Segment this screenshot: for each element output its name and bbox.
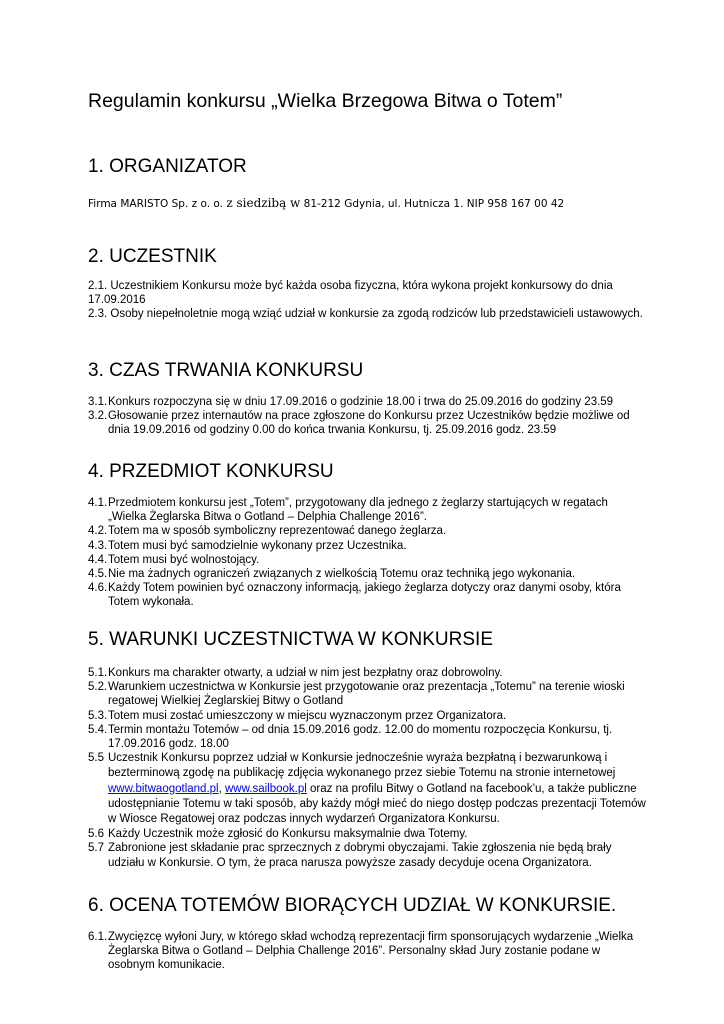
item-number: 5.2. bbox=[88, 681, 108, 694]
item-number: 6.1. bbox=[88, 931, 108, 943]
section-2-paragraph-1: 2.1. Uczestnikiem Konkursu może być każda osoba fizyczna, która wykona projekt konkursowy do dnia 17.09.2016 bbox=[88, 280, 613, 306]
section-6-heading: 6. OCENA TOTEMÓW BIORĄCYCH UDZIAŁ W KONKURSIE. bbox=[88, 895, 617, 916]
list-item bbox=[88, 409, 648, 437]
item-text: Termin montażu Totemów – od dnia 15.09.2016 godz. 12.00 do momentu rozpoczęcia Konkursu, tj. 17.09.2016 godz. 18.00 bbox=[108, 723, 613, 751]
organizer-line bbox=[88, 196, 564, 211]
organizer-text-c: 81-212 Gdynia, ul. Hutnicza 1. NIP 958 167 00 42 bbox=[300, 198, 565, 210]
section-3-heading: 3. CZAS TRWANIA KONKURSU bbox=[88, 360, 364, 381]
list-item bbox=[88, 680, 648, 708]
item-text: Totem musi być samodzielnie wykonany przez Uczestnika. bbox=[108, 539, 407, 552]
item-number: 5.7 bbox=[88, 842, 104, 855]
item-text: Zwycięzcę wyłoni Jury, w którego skład wchodzą reprezentacji firm sponsorujących wydarzenie „Wielka Żeglarska Bitwa o Gotland – Delphia Challenge 2016”. Personalny skład Jury zostanie podane w osobnym komunikacie. bbox=[108, 931, 634, 972]
section-1-heading: 1. ORGANIZATOR bbox=[88, 156, 247, 177]
item-text: Każdy Totem powinien być oznaczony informacją, jakiego żeglarza dotyczy oraz danymi osoby, która Totem wykonała. bbox=[108, 582, 621, 609]
list-item bbox=[88, 539, 648, 553]
section-5-list bbox=[88, 666, 648, 870]
list-item bbox=[88, 827, 648, 841]
item-number: 5.5 bbox=[88, 752, 104, 765]
link-sailbook[interactable]: www.sailbook.pl bbox=[224, 782, 307, 795]
section-4-list bbox=[88, 496, 648, 610]
item-number: 5.6 bbox=[88, 828, 104, 841]
list-item bbox=[88, 581, 648, 609]
item-number: 4.1. bbox=[88, 497, 108, 509]
section-6-list bbox=[88, 930, 648, 973]
item-text-part: Uczestnik Konkursu poprzez udział w Konkursie jednocześnie wyraża bezpłatną i bezwarunkową i bezterminową zgodę na publikację zdjęcia wykonanego przez siebie Totemu na stronie internetowej bbox=[108, 752, 616, 780]
item-text: Totem musi zostać umieszczony w miejscu wyznaczonym przez Organizatora. bbox=[108, 709, 507, 722]
list-item bbox=[88, 395, 648, 409]
item-text: Totem ma w sposób symboliczny reprezentować danego żeglarza. bbox=[108, 525, 447, 538]
item-number: 5.4. bbox=[88, 723, 108, 736]
link-bitwaogotland[interactable]: www.bitwaogotland.pl bbox=[108, 782, 219, 795]
list-item bbox=[88, 723, 648, 751]
item-text-part: , bbox=[218, 782, 225, 795]
item-text-part: oraz na profilu Bitwy o Gotland na facebook’u, a także publiczne udostępnianie Totemu w taki sposób, aby każdy mógł mieć do niego dostęp podczas prezentacji Totemów w Wiosce Regatowej oraz podczas innych wydarzeń Organizatora Konkursu. bbox=[108, 782, 646, 826]
item-text: Zabronione jest składanie prac sprzecznych z dobrymi obyczajami. Takie zgłoszenia nie będą brały udziału w Konkursie. O tym, że praca narusza powyższe zasady decyduje ocena Organizatora. bbox=[108, 842, 612, 869]
organizer-text-a: Firma MARISTO Sp. z o. o. bbox=[88, 198, 227, 210]
item-text: Konkurs ma charakter otwarty, a udział w nim jest bezpłatny oraz dobrowolny. bbox=[108, 667, 503, 679]
list-item bbox=[88, 709, 648, 723]
list-item bbox=[88, 841, 648, 869]
item-number: 4.6. bbox=[88, 582, 108, 595]
item-number: 4.3. bbox=[88, 539, 108, 552]
section-2-heading: 2. UCZESTNIK bbox=[88, 246, 217, 267]
item-text: Głosowanie przez internautów na prace zgłoszone do Konkursu przez Uczestników będzie możliwe od dnia 19.09.2016 od godziny 0.00 do końca trwania Konkursu, tj. 25.09.2016 godz. 23.59 bbox=[108, 410, 630, 437]
item-text: Przedmiotem konkursu jest „Totem”, przygotowany dla jednego z żeglarzy startujących w regatach „Wielka Żeglarska Bitwa o Gotland – Delphia Challenge 2016”. bbox=[108, 497, 608, 524]
item-text: Każdy Uczestnik może zgłosić do Konkursu maksymalnie dwa Totemy. bbox=[108, 828, 468, 841]
item-text: Konkurs rozpoczyna się w dniu 17.09.2016 o godzinie 18.00 i trwa do 25.09.2016 do godziny 23.59 bbox=[108, 396, 614, 408]
item-number: 4.4. bbox=[88, 553, 108, 566]
section-3-list bbox=[88, 395, 648, 438]
item-text: Totem musi być wolnostojący. bbox=[108, 553, 260, 566]
item-number: 5.3. bbox=[88, 709, 108, 722]
item-number: 3.1. bbox=[88, 396, 108, 408]
list-item bbox=[88, 553, 648, 567]
item-text: Nie ma żadnych ograniczeń związanych z wielkością Totemu oraz techniką jego wykonania. bbox=[108, 568, 576, 581]
item-number: 4.5. bbox=[88, 568, 108, 581]
item-text: Warunkiem uczestnictwa w Konkursie jest przygotowanie oraz prezentacja „Totemu” na terenie wioski regatowej Wielkiej Żeglarskiej Bitwy o Gotland bbox=[108, 681, 625, 708]
document-title: Regulamin konkursu „Wielka Brzegowa Bitwa o Totem” bbox=[88, 90, 563, 112]
item-number: 5.1. bbox=[88, 667, 108, 679]
section-2-paragraph-2: 2.3. Osoby niepełnoletnie mogą wziąć udział w konkursie za zgodą rodziców lub przedstawicieli ustawowych. bbox=[88, 308, 643, 320]
list-item bbox=[88, 751, 648, 827]
item-text bbox=[108, 751, 648, 827]
list-item bbox=[88, 666, 648, 680]
list-item bbox=[88, 930, 648, 973]
list-item bbox=[88, 524, 648, 538]
list-item bbox=[88, 496, 648, 524]
list-item bbox=[88, 567, 648, 581]
section-5-heading: 5. WARUNKI UCZESTNICTWA W KONKURSIE bbox=[88, 629, 494, 650]
organizer-text-b: z siedzibą w bbox=[226, 196, 301, 210]
item-number: 3.2. bbox=[88, 410, 108, 423]
item-number: 4.2. bbox=[88, 525, 108, 538]
section-4-heading: 4. PRZEDMIOT KONKURSU bbox=[88, 461, 334, 482]
